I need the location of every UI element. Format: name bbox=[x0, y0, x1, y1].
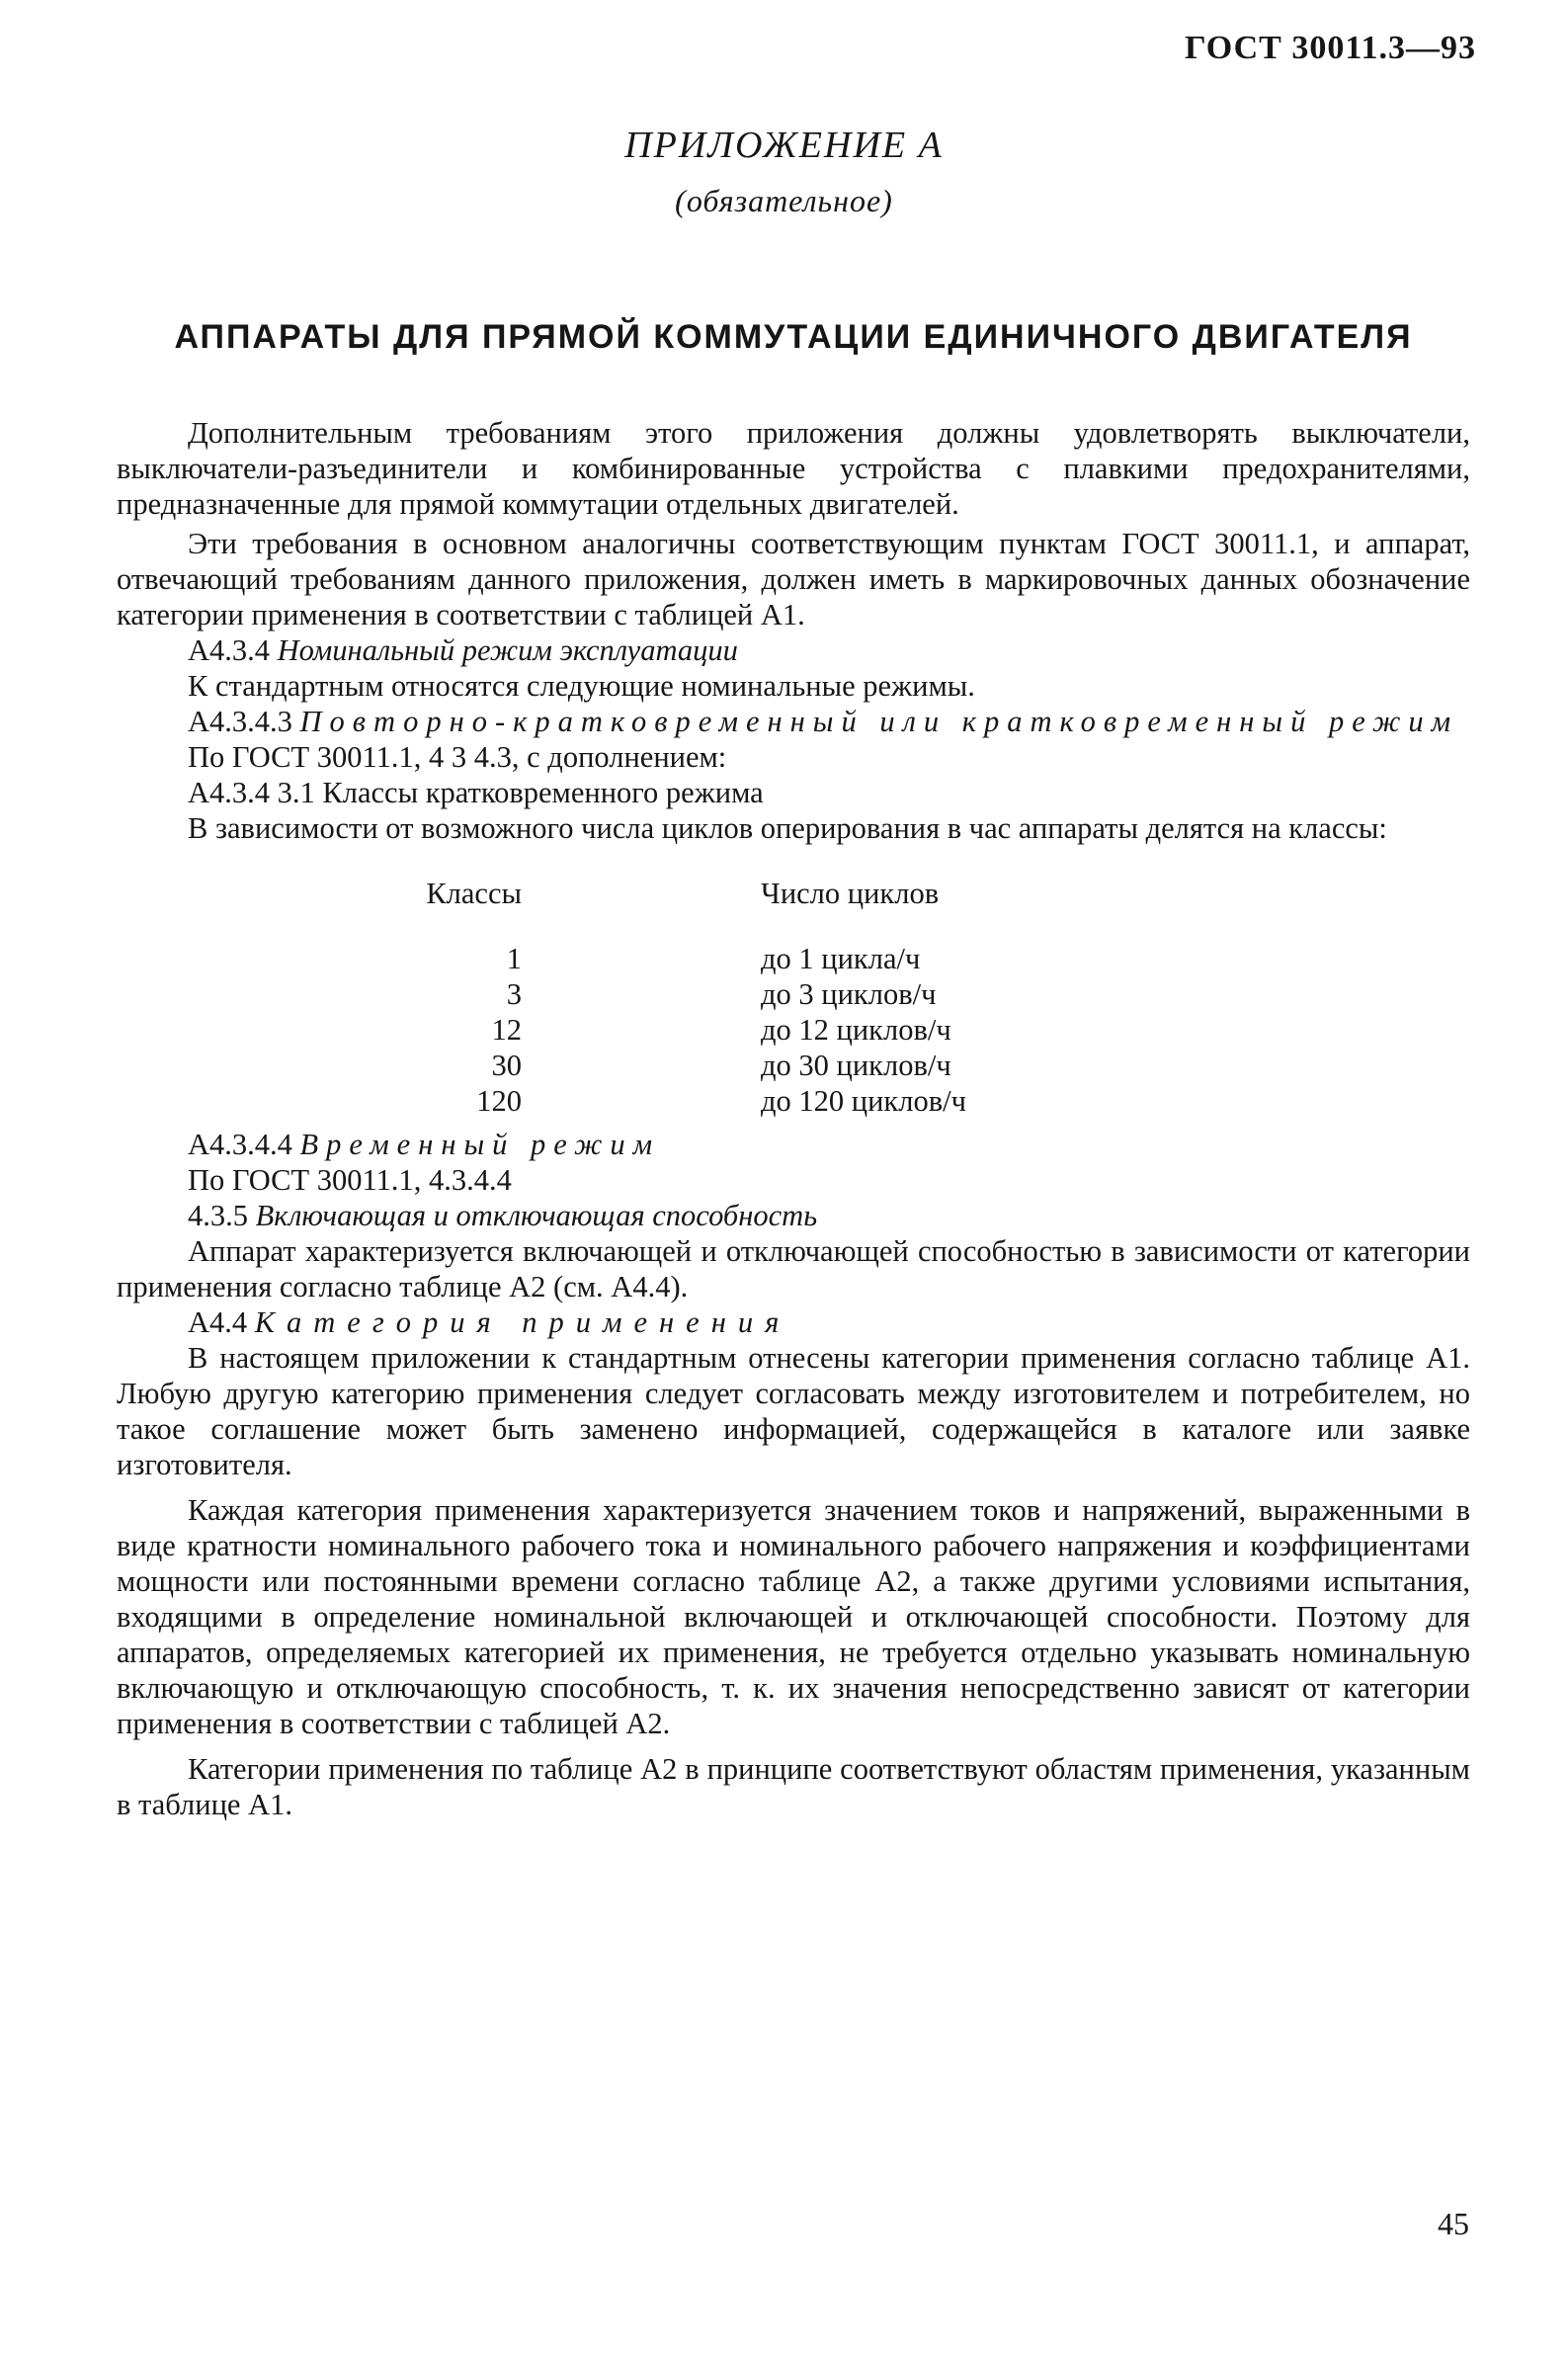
clause-title: Номинальный режим эксплуатации bbox=[277, 633, 738, 667]
clause-title: Временный режим bbox=[299, 1128, 661, 1161]
table-row bbox=[117, 1012, 966, 1048]
table-header-classes: Классы bbox=[426, 877, 522, 910]
clause-a44 bbox=[117, 1304, 1470, 1340]
table-header-cycles: Число циклов bbox=[761, 877, 940, 910]
appendix-title: ПРИЛОЖЕНИЕ А bbox=[624, 125, 944, 166]
class-value: 120 bbox=[476, 1084, 522, 1118]
document-body bbox=[117, 415, 1470, 1822]
paragraph-temporary-mode-ref: По ГОСТ 30011.1, 4.3.4.4 bbox=[188, 1163, 512, 1197]
class-value: 30 bbox=[491, 1049, 522, 1082]
clause-number: А4.3.4 bbox=[188, 633, 271, 667]
class-value: 1 bbox=[506, 942, 522, 975]
clause-435 bbox=[117, 1198, 1470, 1233]
paragraph-intro: Дополнительным требованиям этого приложения должны удовлетворять выключатели, выключатели-разъединители и комбинированные устройства с плавкими предохранителями, предназначенные для прямой коммутации отдельных двигателей. bbox=[117, 416, 1470, 521]
clause-number: А4.3.4.4 bbox=[188, 1128, 292, 1161]
paragraph-categories: В настоящем приложении к стандартным отнесены категории применения согласно таблице А1. Любую другую категорию применения следует согласовать между изготовителем и потребителем, но такое соглашение может быть заменено информацией, содержащейся в каталоге или заявке изготовителя. bbox=[117, 1341, 1470, 1481]
paragraph-classes-intro: В зависимости от возможного числа циклов оперирования в час аппараты делятся на классы: bbox=[188, 811, 1387, 845]
clause-a4344 bbox=[117, 1127, 1470, 1162]
paragraph-classes-title: А4.3.4 3.1 Классы кратковременного режима bbox=[188, 776, 764, 809]
page-number: 45 bbox=[1438, 2206, 1469, 2241]
cycles-value: до 3 циклов/ч bbox=[761, 977, 937, 1011]
clause-a4343 bbox=[117, 704, 1470, 739]
appendix-subtitle: (обязательное) bbox=[675, 183, 893, 218]
paragraph-requirements: Эти требования в основном аналогичны соответствующим пунктам ГОСТ 30011.1, и аппарат, отвечающий требованиям данного приложения, должен иметь в маркировочных данных обозначение категории применения в соответствии с таблицей А1. bbox=[117, 527, 1470, 631]
paragraph-switching-capacity: Аппарат характеризуется включающей и отключающей способностью в зависимости от категории применения согласно таблице А2 (см. А4.4). bbox=[117, 1234, 1470, 1303]
clause-a434 bbox=[117, 632, 1470, 668]
classes-table bbox=[117, 876, 966, 1119]
clause-title: Включающая и отключающая способность bbox=[255, 1199, 818, 1232]
clause-number: А4.3.4.3 bbox=[188, 705, 292, 738]
class-value: 3 bbox=[506, 977, 522, 1011]
clause-title: Повторно-кратковременный или кратковременный режим bbox=[299, 705, 1459, 738]
table-header-row bbox=[117, 876, 966, 941]
cycles-value: до 30 циклов/ч bbox=[761, 1049, 951, 1082]
paragraph-category-correspondence: Категории применения по таблице А2 в принципе соответствуют областям применения, указанным в таблице А1. bbox=[117, 1752, 1470, 1821]
cycles-value: до 12 циклов/ч bbox=[761, 1013, 951, 1047]
clause-number: А4.4 bbox=[188, 1305, 248, 1339]
paragraph-category-characteristics: Каждая категория применения характеризуется значением токов и напряжений, выраженными в виде кратности номинального рабочего тока и номинального рабочего напряжения и коэффициентами мощности или постоянными времени согласно таблице А2, а также другими условиями испытания, входящими в определение номинальной включающей и отключающей способности. Поэтому для аппаратов, определяемых категорией их применения, не требуется отдельно указывать номинальную включающую и отключающую способность, т. к. их значения непосредственно зависят от категории применения в соответствии с таблицей А2. bbox=[117, 1493, 1470, 1740]
table-row bbox=[117, 1083, 966, 1119]
paragraph-gost-ref: По ГОСТ 30011.1, 4 3 4.3, с дополнением: bbox=[188, 740, 727, 774]
class-value: 12 bbox=[491, 1013, 522, 1047]
table-row bbox=[117, 976, 966, 1012]
table-row bbox=[117, 941, 966, 976]
cycles-value: до 120 циклов/ч bbox=[761, 1084, 966, 1118]
table-row bbox=[117, 1048, 966, 1083]
paragraph-standard-modes: К стандартным относятся следующие номинальные режимы. bbox=[188, 669, 975, 703]
section-heading: АППАРАТЫ ДЛЯ ПРЯМОЙ КОММУТАЦИИ ЕДИНИЧНОГО ДВИГАТЕЛЯ bbox=[174, 318, 1413, 356]
document-code: ГОСТ 30011.3—93 bbox=[1184, 30, 1476, 66]
clause-title: Категория применения bbox=[254, 1305, 791, 1339]
clause-number: 4.3.5 bbox=[188, 1199, 248, 1232]
cycles-value: до 1 цикла/ч bbox=[761, 942, 921, 975]
